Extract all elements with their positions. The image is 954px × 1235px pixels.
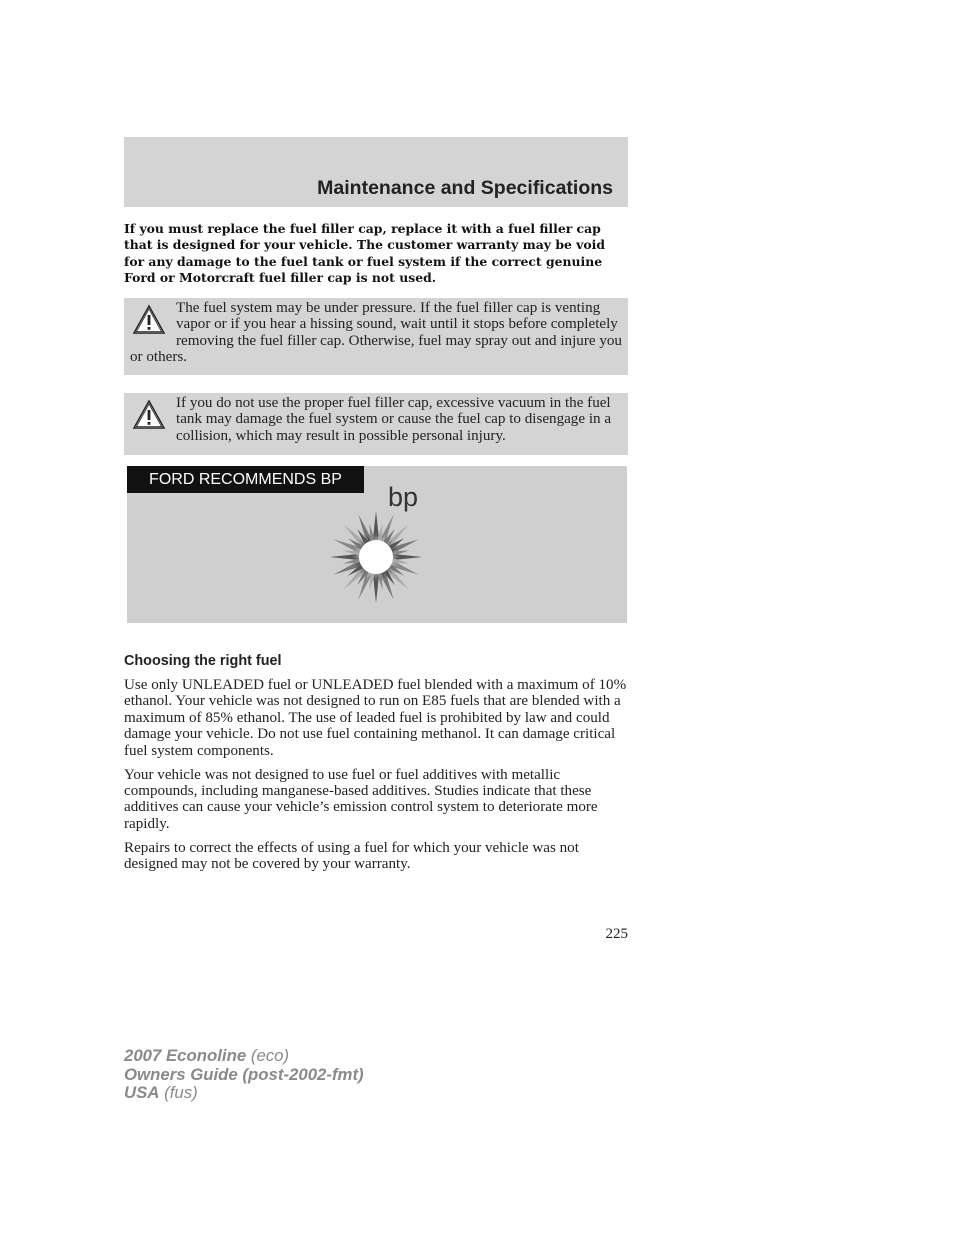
footer-guide-name: Owners Guide (post-2002-fmt): [124, 1064, 364, 1084]
warning-text-vacuum: If you do not use the proper fuel filler cap, excessive vacuum in the fuel tank may damage the fuel system or cause the fuel cap to disengage in a collision, which may result in possible personal injury.: [176, 395, 612, 444]
footer-line-model: [124, 1047, 364, 1066]
section-heading-choosing-fuel: Choosing the right fuel: [124, 653, 282, 669]
warning-text-pressure: The fuel system may be under pressure. If the fuel filler cap is venting vapor or if you hear a hissing sound, wait until it stops before completely removing the fuel filler cap. Otherwise, fuel may spray out and injure you or others.: [130, 300, 622, 366]
body-paragraph: Use only UNLEADED fuel or UNLEADED fuel blended with a maximum of 10% ethanol. Your vehicle was not designed to run on E85 fuels that are blended with a maximum of 85% ethanol. The use of leaded fuel is prohibited by law and could damage your vehicle. Do not use fuel containing methanol. It can damage critical fuel system components.: [124, 677, 627, 759]
fuel-cap-warning-paragraph: If you must replace the fuel filler cap, replace it with a fuel filler cap that is designed for your vehicle. The customer warranty may be void for any damage to the fuel tank or fuel system if the correct genuine Ford or Motorcraft fuel filler cap is not used.: [124, 221, 606, 286]
bp-logo-text: bp: [388, 482, 419, 512]
footer-model-name: 2007 Econoline: [124, 1046, 247, 1065]
footer-model-code: (eco): [250, 1046, 290, 1065]
section-header-title: Maintenance and Specifications: [317, 177, 613, 199]
body-paragraph: Repairs to correct the effects of using a fuel for which your vehicle was not designed may not be covered by your warranty.: [124, 839, 579, 873]
bp-recommendation-label: FORD RECOMMENDS BP: [127, 466, 364, 493]
document-footer: [124, 1047, 364, 1103]
section-header-bar: [124, 137, 628, 207]
bp-helios-logo-icon: [329, 510, 423, 604]
footer-market-code: (fus): [164, 1083, 198, 1102]
footer-line-market: [124, 1084, 364, 1103]
warning-triangle-icon: [132, 303, 166, 337]
warning-triangle-icon: [132, 398, 166, 432]
warning-box-vacuum: [124, 393, 628, 455]
warning-box-pressure: [124, 298, 628, 375]
body-paragraph: Your vehicle was not designed to use fuel or fuel additives with metallic compounds, including manganese-based additives. Studies indicate that these additives can cause your vehicle’s emission control system to deteriorate more rapidly.: [124, 766, 598, 832]
fuel-body-text: [124, 677, 628, 880]
page-number: 225: [605, 926, 628, 942]
footer-market-name: USA: [124, 1083, 160, 1102]
bp-recommendation-panel: [127, 466, 627, 623]
footer-line-guide: [124, 1066, 364, 1085]
